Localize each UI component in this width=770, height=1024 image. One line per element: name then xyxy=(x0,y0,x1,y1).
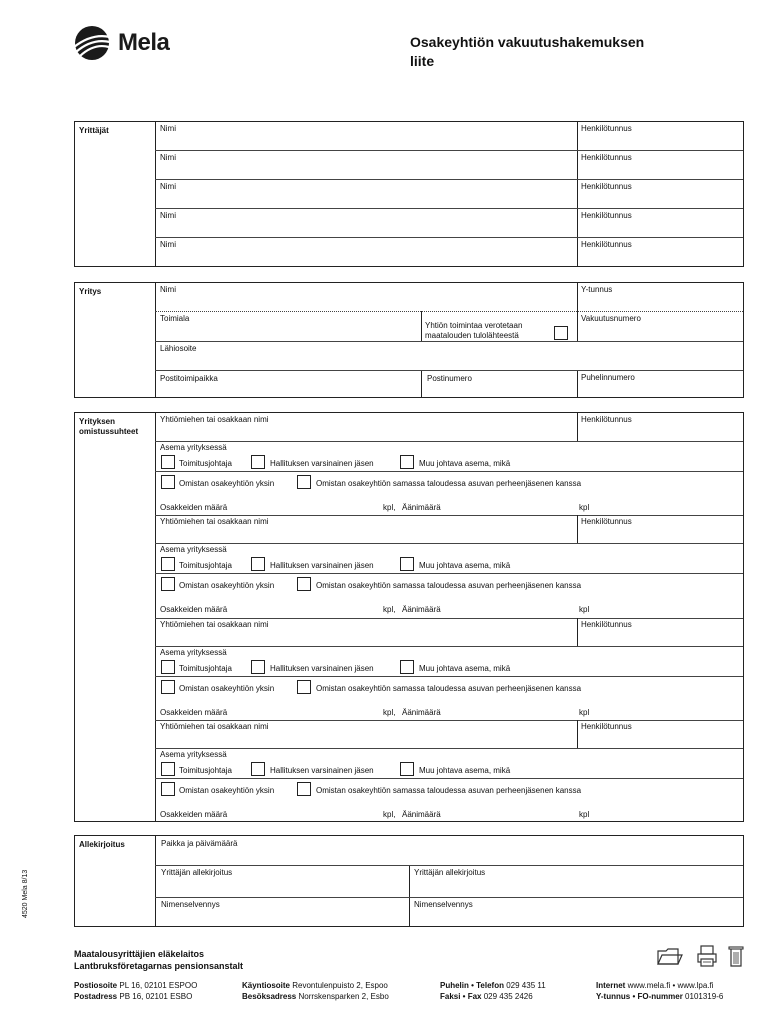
ssn-field[interactable]: Henkilötunnus xyxy=(581,153,632,162)
votes-unit: kpl xyxy=(579,605,590,614)
taxation-checkbox[interactable] xyxy=(554,326,568,340)
family-owner-checkbox[interactable] xyxy=(297,680,311,694)
other-position-label: Muu johtava asema, mikä xyxy=(419,459,511,468)
family-owner-label: Omistan osakeyhtiön samassa taloudessa asuvan perheenjäsenen kanssa xyxy=(316,786,582,795)
shares-field[interactable]: Osakkeiden määrä xyxy=(160,810,228,819)
shares-unit: kpl, xyxy=(383,503,396,512)
name-field[interactable]: Nimi xyxy=(160,211,176,220)
name-field[interactable]: Nimi xyxy=(160,153,176,162)
visit-label: Käyntiosoite xyxy=(242,981,291,990)
family-owner-checkbox[interactable] xyxy=(297,577,311,591)
board-label: Hallituksen varsinainen jäsen xyxy=(270,459,374,468)
phone-field[interactable]: Puhelinnumero xyxy=(581,373,635,382)
owner-name-field[interactable]: Yhtiömiehen tai osakkaan nimi xyxy=(160,620,269,629)
ceo-checkbox[interactable] xyxy=(161,455,175,469)
section-label: Yrittäjät xyxy=(79,126,109,135)
title-line-1: Osakeyhtiön vakuutushakemuksen xyxy=(410,34,645,50)
section-label xyxy=(79,417,138,437)
org-name-sv: Lantbruksföretagarnas pensionsanstalt xyxy=(74,961,244,971)
postal-address: PL 16, 02101 ESPOO xyxy=(119,981,198,990)
place-date-field[interactable]: Paikka ja päivämäärä xyxy=(161,839,238,848)
position-label: Asema yrityksessä xyxy=(160,750,227,759)
section-label: Allekirjoitus xyxy=(79,840,125,849)
section-omistussuhteet xyxy=(74,412,744,822)
family-owner-checkbox[interactable] xyxy=(297,782,311,796)
org-name-fi: Maatalousyrittäjien eläkelaitos xyxy=(74,949,205,959)
ssn-field[interactable]: Henkilötunnus xyxy=(581,240,632,249)
votes-field[interactable]: Äänimäärä xyxy=(402,810,441,819)
family-owner-checkbox[interactable] xyxy=(297,475,311,489)
fax-label: Faksi • Fax xyxy=(440,992,482,1001)
phone-number: 029 435 11 xyxy=(506,981,546,990)
shares-field[interactable]: Osakkeiden määrä xyxy=(160,708,228,717)
postal-code-field[interactable]: Postinumero xyxy=(427,374,472,383)
ssn-field[interactable]: Henkilötunnus xyxy=(581,211,632,220)
sole-owner-checkbox[interactable] xyxy=(161,680,175,694)
taxation-label xyxy=(425,321,522,341)
other-position-label: Muu johtava asema, mikä xyxy=(419,664,511,673)
other-position-checkbox[interactable] xyxy=(400,660,414,674)
phone-label: Puhelin • Telefon xyxy=(440,981,504,990)
family-owner-label: Omistan osakeyhtiön samassa taloudessa asuvan perheenjäsenen kanssa xyxy=(316,479,582,488)
shares-field[interactable]: Osakkeiden määrä xyxy=(160,605,228,614)
business-id-field[interactable]: Y-tunnus xyxy=(581,285,613,294)
footer-phone xyxy=(440,980,546,1002)
position-label: Asema yrityksessä xyxy=(160,443,227,452)
sole-owner-checkbox[interactable] xyxy=(161,577,175,591)
signature-field-1[interactable]: Yrittäjän allekirjoitus xyxy=(161,868,233,877)
board-label: Hallituksen varsinainen jäsen xyxy=(270,561,374,570)
policy-number-field[interactable]: Vakuutusnumero xyxy=(581,314,641,323)
sole-owner-label: Omistan osakeyhtiön yksin xyxy=(179,479,275,488)
section-yritys xyxy=(74,282,744,398)
position-label: Asema yrityksessä xyxy=(160,648,227,657)
ssn-field[interactable]: Henkilötunnus xyxy=(581,124,632,133)
name-field[interactable]: Nimi xyxy=(160,240,176,249)
owner-name-field[interactable]: Yhtiömiehen tai osakkaan nimi xyxy=(160,722,269,731)
street-address-field[interactable]: Lähiosoite xyxy=(160,344,197,353)
board-label: Hallituksen varsinainen jäsen xyxy=(270,766,374,775)
post-office-field[interactable]: Postitoimipaikka xyxy=(160,374,218,383)
name-field[interactable]: Nimi xyxy=(160,124,176,133)
votes-unit: kpl xyxy=(579,503,590,512)
trash-icon[interactable] xyxy=(728,944,744,968)
shares-unit: kpl, xyxy=(383,810,396,819)
board-checkbox[interactable] xyxy=(251,557,265,571)
ceo-label: Toimitusjohtaja xyxy=(179,766,232,775)
internet-links[interactable]: www.mela.fi • www.lpa.fi xyxy=(627,981,714,990)
signature-field-2[interactable]: Yrittäjän allekirjoitus xyxy=(414,868,486,877)
owner-ssn-field[interactable]: Henkilötunnus xyxy=(581,415,632,424)
owner-ssn-field[interactable]: Henkilötunnus xyxy=(581,620,632,629)
mela-logo xyxy=(72,25,169,61)
postal-label: Postiosoite xyxy=(74,981,118,990)
other-position-checkbox[interactable] xyxy=(400,557,414,571)
taxation-line-2: maatalouden tulolähteestä xyxy=(425,331,519,340)
brand-name: Mela xyxy=(118,29,170,56)
visit-address: Revontulenpuisto 2, Espoo xyxy=(292,981,388,990)
ceo-label: Toimitusjohtaja xyxy=(179,664,232,673)
company-name-field[interactable]: Nimi xyxy=(160,285,176,294)
besok-address: Norrskensparken 2, Esbo xyxy=(298,992,389,1001)
section-label-line-2: omistussuhteet xyxy=(79,427,139,436)
section-allekirjoitus xyxy=(74,835,744,927)
family-owner-label: Omistan osakeyhtiön samassa taloudessa asuvan perheenjäsenen kanssa xyxy=(316,581,582,590)
owner-name-field[interactable]: Yhtiömiehen tai osakkaan nimi xyxy=(160,415,269,424)
votes-unit: kpl xyxy=(579,810,590,819)
shares-unit: kpl, xyxy=(383,605,396,614)
board-checkbox[interactable] xyxy=(251,660,265,674)
internet-label: Internet xyxy=(596,981,626,990)
votes-field[interactable]: Äänimäärä xyxy=(402,708,441,717)
votes-field[interactable]: Äänimäärä xyxy=(402,503,441,512)
title-line-2: liite xyxy=(410,53,435,69)
board-checkbox[interactable] xyxy=(251,455,265,469)
postadress-label: Postadress xyxy=(74,992,118,1001)
owner-ssn-field[interactable]: Henkilötunnus xyxy=(581,517,632,526)
shares-field[interactable]: Osakkeiden määrä xyxy=(160,503,228,512)
name-clarification-2[interactable]: Nimenselvennys xyxy=(414,900,473,909)
ytunnus-label: Y-tunnus • FO-nummer xyxy=(596,992,683,1001)
ceo-checkbox[interactable] xyxy=(161,762,175,776)
other-position-label: Muu johtava asema, mikä xyxy=(419,766,511,775)
votes-unit: kpl xyxy=(579,708,590,717)
votes-field[interactable]: Äänimäärä xyxy=(402,605,441,614)
section-yrittajat xyxy=(74,121,744,267)
form-code: 4520 Mela 8/13 xyxy=(22,869,29,918)
ceo-checkbox[interactable] xyxy=(161,557,175,571)
besok-label: Besöksadress xyxy=(242,992,297,1001)
sole-owner-label: Omistan osakeyhtiön yksin xyxy=(179,684,275,693)
family-owner-label: Omistan osakeyhtiön samassa taloudessa asuvan perheenjäsenen kanssa xyxy=(316,684,582,693)
sole-owner-checkbox[interactable] xyxy=(161,782,175,796)
ytunnus-value: 0101319-6 xyxy=(685,992,724,1001)
folder-icon[interactable] xyxy=(656,946,684,968)
footer-visit xyxy=(242,980,389,1002)
ceo-checkbox[interactable] xyxy=(161,660,175,674)
other-position-checkbox[interactable] xyxy=(400,455,414,469)
other-position-label: Muu johtava asema, mikä xyxy=(419,561,511,570)
board-label: Hallituksen varsinainen jäsen xyxy=(270,664,374,673)
postadress-value: PB 16, 02101 ESBO xyxy=(119,992,193,1001)
ceo-label: Toimitusjohtaja xyxy=(179,561,232,570)
name-field[interactable]: Nimi xyxy=(160,182,176,191)
position-label: Asema yrityksessä xyxy=(160,545,227,554)
footer-postal xyxy=(74,980,197,1002)
footer-org xyxy=(74,948,243,972)
name-clarification-1[interactable]: Nimenselvennys xyxy=(161,900,220,909)
section-label: Yritys xyxy=(79,287,102,296)
fax-number: 029 435 2426 xyxy=(483,992,533,1001)
owner-name-field[interactable]: Yhtiömiehen tai osakkaan nimi xyxy=(160,517,269,526)
industry-field[interactable]: Toimiala xyxy=(160,314,190,323)
sole-owner-label: Omistan osakeyhtiön yksin xyxy=(179,786,275,795)
mela-logo-icon xyxy=(72,25,112,61)
sole-owner-label: Omistan osakeyhtiön yksin xyxy=(179,581,275,590)
printer-icon[interactable] xyxy=(696,944,718,968)
taxation-line-1: Yhtiön toimintaa verotetaan xyxy=(425,321,523,330)
board-checkbox[interactable] xyxy=(251,762,265,776)
sole-owner-checkbox[interactable] xyxy=(161,475,175,489)
section-label-line-1: Yrityksen xyxy=(79,417,116,426)
owner-ssn-field[interactable]: Henkilötunnus xyxy=(581,722,632,731)
other-position-checkbox[interactable] xyxy=(400,762,414,776)
ssn-field[interactable]: Henkilötunnus xyxy=(581,182,632,191)
ceo-label: Toimitusjohtaja xyxy=(179,459,232,468)
shares-unit: kpl, xyxy=(383,708,396,717)
footer-internet xyxy=(596,980,723,1002)
page-title xyxy=(410,33,710,71)
